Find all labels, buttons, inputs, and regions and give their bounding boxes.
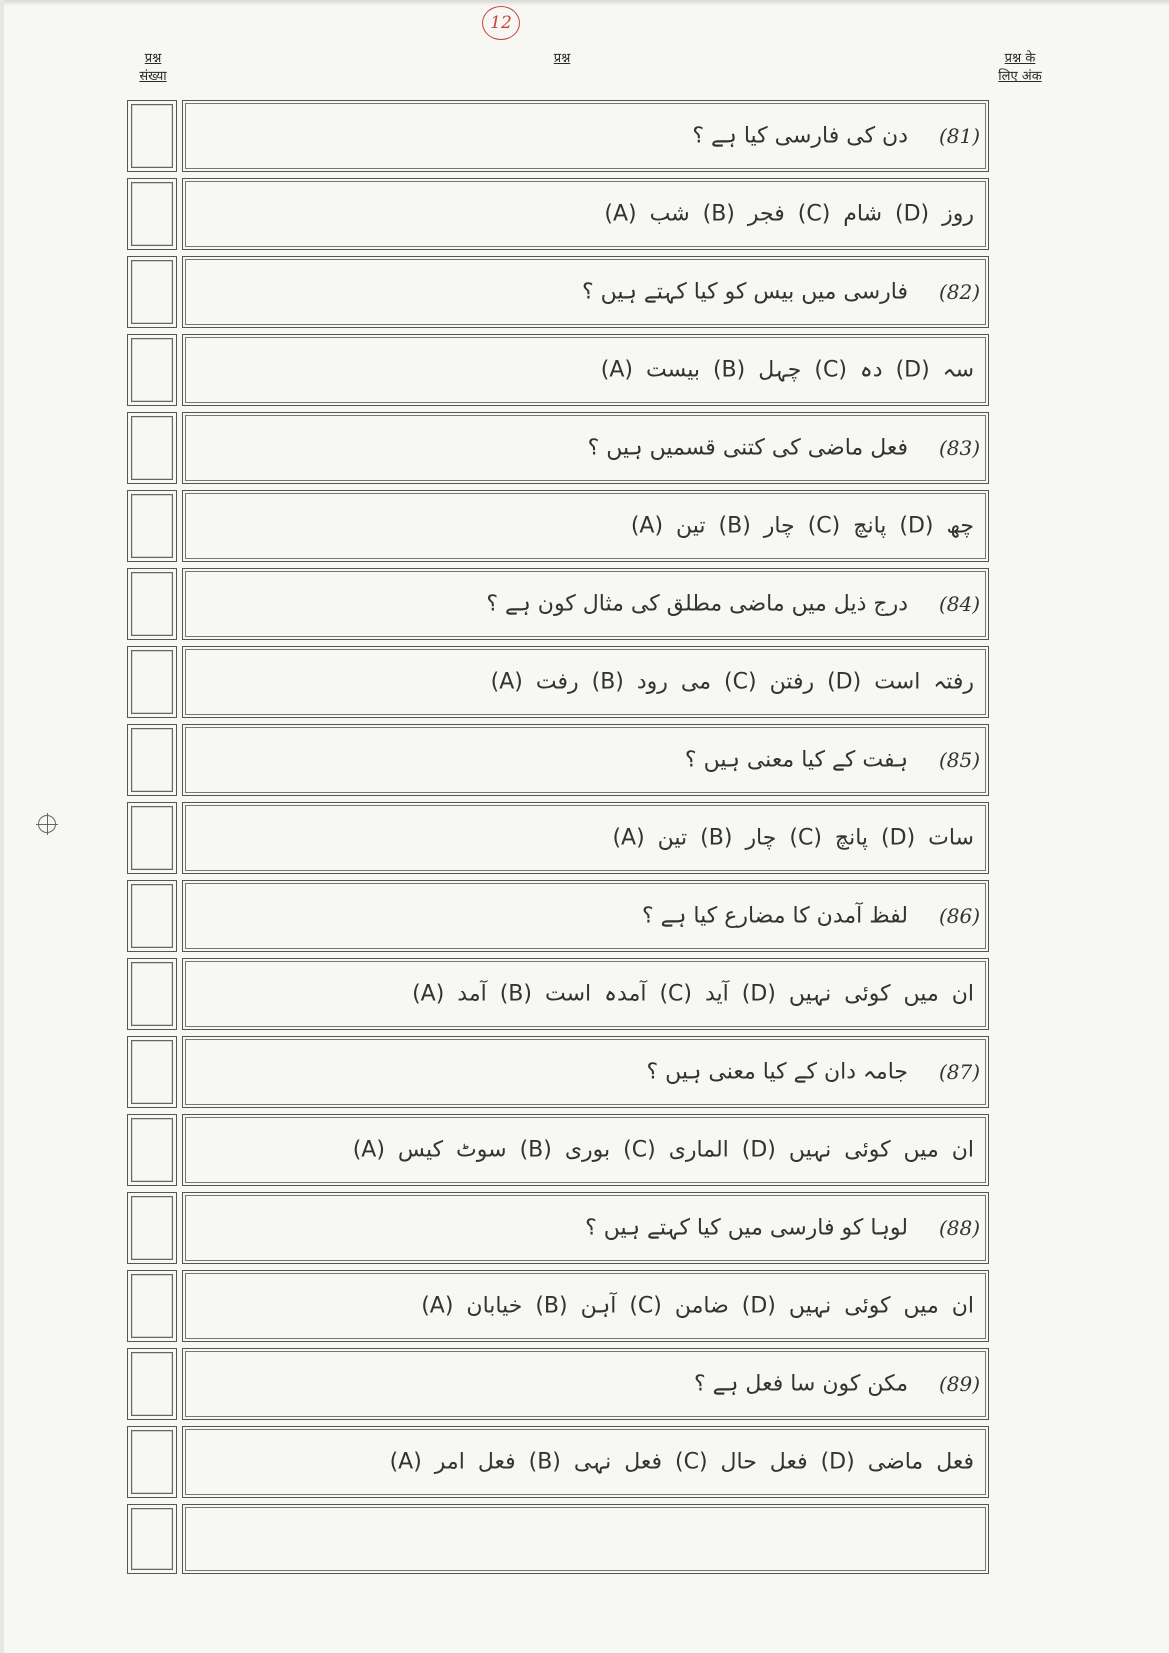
options-row [127,1426,989,1498]
question-row [127,1192,989,1264]
options-cell [182,490,989,562]
question-number: (89) [938,1372,980,1396]
question-text: مکن کون سا فعل ہے ؟ [693,1371,908,1397]
question-row [127,568,989,640]
question-cell [182,412,989,484]
marks-cell [127,646,177,718]
options-row [127,1270,989,1342]
question-text: لفظ آمدن کا مضارع کیا ہے ؟ [641,903,908,929]
question-row [127,1348,989,1420]
header-question [542,50,582,68]
question-row [127,412,989,484]
header-col1-line1: प्रश्न [144,51,162,66]
page-number-circle [482,6,520,40]
question-number: (88) [938,1216,980,1240]
answer-options: (A) تین (B) چار (C) پانچ (D) چھ [630,513,974,539]
question-row [127,100,989,172]
question-cell [182,724,989,796]
marks-cell [127,490,177,562]
question-text: فارسی میں بیس کو کیا کہتے ہیں ؟ [581,279,908,305]
options-row [127,958,989,1030]
question-row [127,256,989,328]
options-cell [182,646,989,718]
marks-cell [127,1114,177,1186]
question-cell [182,1192,989,1264]
question-number: (87) [938,1060,980,1084]
marks-cell [127,1036,177,1108]
marks-cell [127,100,177,172]
header-question-number [128,50,178,86]
answer-options: (A) بیست (B) چہل (C) دہ (D) سہ [600,357,974,383]
question-text: ہفت کے کیا معنی ہیں ؟ [684,747,908,773]
question-number: (83) [938,436,980,460]
answer-options: (A) شب (B) فجر (C) شام (D) روز [604,201,974,227]
marks-cell [127,1426,177,1498]
options-cell [182,1270,989,1342]
answer-options: (A) خیابان (B) آہن (C) ضامن (D) ان میں کوئی نہیں [421,1293,974,1319]
marks-cell [127,724,177,796]
header-col2: प्रश्न [553,51,571,66]
marks-cell [127,802,177,874]
options-row [127,802,989,874]
header-marks [985,50,1055,86]
question-row [127,724,989,796]
question-cell [182,568,989,640]
options-cell [182,1114,989,1186]
page-number: 12 [490,13,512,33]
question-number: (81) [938,124,980,148]
header-col3-line2: लिए अंक [998,69,1042,84]
page-edge-left [0,0,4,1653]
registration-mark-icon [38,815,56,833]
options-row [127,178,989,250]
options-cell [182,1426,989,1498]
options-row [127,490,989,562]
options-cell [182,958,989,1030]
question-text: جامہ دان کے کیا معنی ہیں ؟ [646,1059,908,1085]
options-row [127,334,989,406]
marks-cell [127,1270,177,1342]
empty-cell [182,1504,989,1574]
options-row [127,1114,989,1186]
options-cell [182,178,989,250]
question-row [127,880,989,952]
marks-cell [127,1348,177,1420]
question-number: (82) [938,280,980,304]
answer-options: (A) آمد (B) آمدہ است (C) آید (D) ان میں کوئی نہیں [412,981,974,1007]
question-cell [182,100,989,172]
marks-cell [127,412,177,484]
question-number: (86) [938,904,980,928]
page-edge [0,0,1169,6]
question-cell [182,880,989,952]
marks-cell [127,178,177,250]
question-number: (85) [938,748,980,772]
options-cell [182,802,989,874]
answer-options: (A) رفت (B) می رود (C) رفتن (D) رفتہ است [490,669,974,695]
question-row [127,1036,989,1108]
question-number: (84) [938,592,980,616]
marks-cell [127,334,177,406]
question-text: درج ذیل میں ماضی مطلق کی مثال کون ہے ؟ [486,591,908,617]
options-cell [182,334,989,406]
empty-row [127,1504,989,1574]
question-text: دن کی فارسی کیا ہے ؟ [692,123,908,149]
options-row [127,646,989,718]
question-text: فعل ماضی کی کتنی قسمیں ہیں ؟ [587,435,908,461]
question-cell [182,1348,989,1420]
answer-options: (A) تین (B) چار (C) پانچ (D) سات [612,825,974,851]
answer-options: (A) سوٹ کیس (B) بوری (C) الماری (D) ان میں کوئی نہیں [352,1137,974,1163]
header-col1-line2: संख्या [139,69,167,84]
marks-cell [127,1192,177,1264]
question-text: لوہا کو فارسی میں کیا کہتے ہیں ؟ [585,1215,908,1241]
answer-options: (A) فعل امر (B) فعل نہی (C) فعل حال (D) فعل ماضی [389,1449,974,1475]
marks-cell [127,256,177,328]
marks-cell [127,958,177,1030]
question-cell [182,1036,989,1108]
marks-cell [127,568,177,640]
marks-cell [127,880,177,952]
marks-cell [127,1504,177,1574]
header-col3-line1: प्रश्न के [1004,51,1036,66]
question-cell [182,256,989,328]
